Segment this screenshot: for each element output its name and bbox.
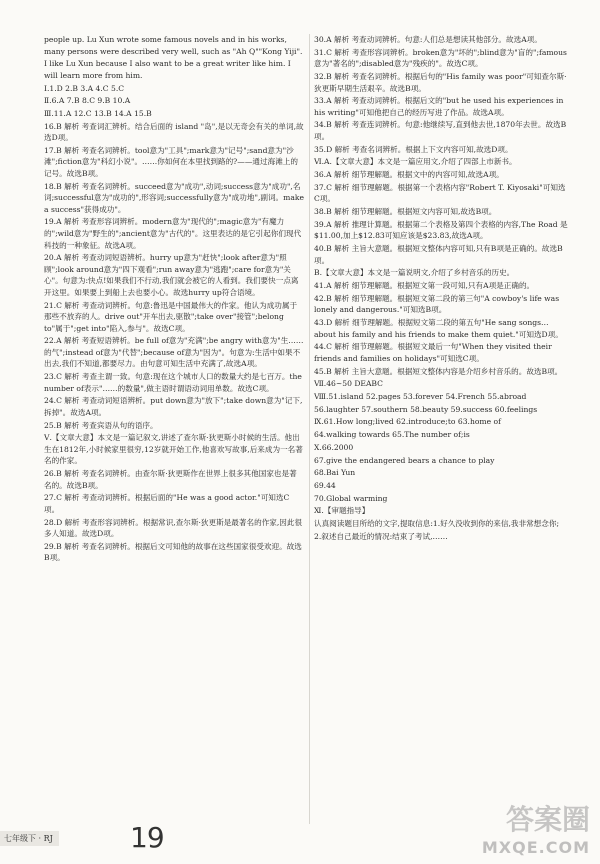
right-paragraph: 39.A 解析 推理计算题。根据第二个表格及第四个表格的内容,The Road 是$11.00,加上$12.83可知应该是$23.83,故选A项。	[314, 219, 568, 241]
right-paragraph: 34.B 解析 考查连词辨析。句意:他继续写,直到他去世,1870年去世。故选B项。	[314, 120, 567, 141]
left-paragraph: 26.B 解析 考查名词辨析。由查尔斯·狄更斯作在世界上很多其他国家也是著名的。故选B项。	[44, 469, 297, 490]
right-paragraph: 41.A 解析 细节理解题。根据短文第一段可知,只有A项是正确的。	[314, 281, 535, 291]
right-paragraph: 33.A 解析 考查动词辨析。根据后文的"but he used his experiences in his writing"可知他把自己的经历写进了作品。故选A项。	[314, 96, 564, 117]
left-paragraph: 16.B 解析 考查词汇辨析。结合后面的 island "岛",是以无奇会有关的单词,故选D项。	[44, 121, 304, 143]
watermark-url: MXQE.COM	[481, 838, 590, 857]
right-paragraph: 30.A 解析 考查动词辨析。句意:人们总是想读其他部分。故选A项。	[314, 35, 542, 44]
left-paragraph: 18.B 解析 考查名词辨析。succeed意为"成功",动词;success意为"成功",名词;successful意为"成功的",形容词;successfully意为"成功地",副词。make a success"获得成功"。	[44, 181, 304, 214]
left-paragraph: 19.A 解析 考查形容词辨析。modern意为"现代的";magic意为"有魔力的";wild意为"野生的";ancient意为"古代的"。这里表达的是它引起你们现代科技的一种象征。故选A项。	[44, 217, 302, 250]
page-number: 19	[130, 821, 164, 854]
right-paragraph: 64.walking towards 65.The number of;is	[314, 430, 470, 440]
left-column	[44, 34, 304, 565]
grade-label: 七年级下 · RJ	[0, 831, 59, 846]
right-paragraph: 38.B 解析 细节理解题。根据短文内容可知,故选B项。	[314, 207, 497, 217]
left-paragraph: 29.B 解析 考查名词辨析。根据后文可知他的故事在这些国家很受欢迎。故选B项。	[44, 541, 302, 563]
left-paragraph: 27.C 解析 考查动词辨析。根据后面的"He was a good actor."可知选C项。	[44, 493, 290, 514]
right-paragraph: 32.B 解析 考查名词辨析。根据后句的"His family was poor"可知查尔斯·狄更斯早期生活艰辛。故选B项。	[314, 71, 567, 93]
left-paragraph: 24.C 解析 考查动词短语辨析。put down意为"放下";take down意为"记下,拆掉"。故选A项。	[44, 396, 303, 417]
left-paragraph: 17.B 解析 考查名词辨析。tool意为"工具";mark意为"记号";sand意为"沙滩";fiction意为"科幻小说"。……你如何在本里找到路的?——通过海滩上的记号。故选B项。	[44, 145, 298, 178]
left-paragraph: 25.B 解析 考查宾语从句的语序。	[44, 420, 158, 430]
left-paragraph: 23.C 解析 考查主谓一致。句意:现在这个城市人口的数量大约是七百万。the number of表示"……的数量",做主语时谓语动词用单数。故选C项。	[44, 372, 302, 393]
right-paragraph: 31.C 解析 考查形容词辨析。broken意为"坏的";blind意为"盲的";famous意为"著名的";disabled意为"残疾的"。故选C项。	[314, 47, 567, 69]
left-paragraph: 20.A 解析 考查动词短语辨析。hurry up意为"赶快";look after意为"照顾";look around意为"四下观看";run away意为"逃跑";care for意为"关心"。句意为:快点!如果我们不行动,我们就会被它的人看到。我们要快一点离开这里。如果要上到船上去也要小心。故选hurry up符合语境。	[44, 253, 299, 297]
right-paragraph: 45.B 解析 主旨大意题。根据短文整体内容是介绍乡村音乐的。故选B项。	[314, 366, 563, 376]
right-paragraph: 40.B 解析 主旨大意题。根据短文整体内容可知,只有B项是正确的。故选B项。	[314, 244, 563, 265]
watermark-logo	[480, 798, 590, 858]
right-paragraph: 67.give the endangered bears a chance to play	[314, 455, 495, 465]
left-paragraph: 21.C 解析 考查动词辨析。句意:鲁迅是中国最伟大的作家。他认为成功属于那些不放弃的人。drive out"开车出去,驱散";take over"接管";belong to"属于";get into"陷入,参与"。故选C项。	[44, 300, 298, 333]
right-paragraph: 2.叙述自己最近的情况:结束了考试,……	[314, 531, 448, 541]
right-paragraph: 认真阅读题目所给的文字,提取信息:1.好久没收到你的来信,我非常想念你;	[314, 519, 559, 529]
right-column	[314, 34, 570, 544]
right-paragraph: 42.B 解析 细节理解题。根据短文第二段的第三句"A cowboy's life was lonely and dangerous."可知选B项。	[314, 293, 560, 315]
column-divider	[309, 34, 310, 824]
left-paragraph: Ⅲ.11.A 12.C 13.B 14.A 15.B	[44, 108, 152, 118]
left-paragraph: people up. Lu Xun wrote some famous novels and in his works, many persons were described very well, such as "Ah Q""Kong Yiji".	[44, 35, 303, 56]
right-paragraph: Ⅵ.A.【文章大意】本文是一篇应用文,介绍了四部上市新书。	[314, 157, 517, 167]
left-paragraph: 22.A 解析 考查短语辨析。be full of意为"充满";be angry with意为"生……的气";instead of意为"代替";because of意为"因为"。句意为:生活中如果不出去,我们不知道,都要尽力。由句意可知生活中充满了,故选A项。	[44, 336, 304, 369]
right-paragraph: Ⅶ.46~50 DEABC	[314, 379, 383, 389]
right-paragraph: Ⅺ.【审题指导】	[314, 506, 370, 516]
left-paragraph: Ⅰ.1.D 2.B 3.A 4.C 5.C	[44, 83, 125, 93]
right-paragraph: 36.A 解析 细节理解题。根据文中的内容可知,故选A项。	[314, 170, 504, 180]
right-paragraph: 70.Global warming	[314, 493, 388, 503]
left-paragraph: Ⅱ.6.A 7.B 8.C 9.B 10.A	[44, 96, 131, 106]
left-paragraph: 28.D 解析 考查形容词辨析。根据常识,查尔斯·狄更斯是最著名的作家,因此很多人知道。故选D项。	[44, 517, 303, 539]
right-paragraph: B.【文章大意】本文是一篇说明文,介绍了乡村音乐的历史。	[314, 268, 515, 278]
right-paragraph: Ⅹ.66.2000	[314, 442, 354, 452]
right-paragraph: 69.44	[314, 481, 336, 490]
right-paragraph: Ⅸ.61.How long;lived 62.introduce;to 63.home of	[314, 417, 501, 427]
left-paragraph: Ⅴ.【文章大意】本文是一篇记叙文,讲述了查尔斯·狄更斯小时候的生活。他出生在1812年,小时候家里很穷,12岁就开始工作,他喜欢写故事,后来成为一名著名的作家。	[44, 433, 303, 466]
right-paragraph: Ⅷ.51.island 52.pages 53.forever 54.French 55.abroad	[314, 391, 527, 401]
right-paragraph: 43.D 解析 细节理解题。根据短文第二段的第五句"He sang songs…about his family and his friends to make them quiet."可知选D项。	[314, 318, 563, 339]
right-paragraph: 68.Bai Yun	[314, 468, 356, 478]
left-paragraph: I like Lu Xun because I also want to be a great writer like him. I will learn more from him.	[44, 59, 291, 80]
right-paragraph: 56.laughter 57.southern 58.beauty 59.success 60.feelings	[314, 404, 538, 414]
right-paragraph: 37.C 解析 细节理解题。根据第一个表格内容"Robert T. Kiyosaki"可知选C项。	[314, 182, 566, 204]
right-paragraph: 44.C 解析 细节理解题。根据短文最后一句"When they visited their friends and families on holidays"可知选C项。	[314, 342, 552, 363]
watermark-title: 答案圈	[505, 803, 590, 836]
right-paragraph: 35.D 解析 考查名词辨析。根据上下文内容可知,故选D项。	[314, 144, 513, 154]
